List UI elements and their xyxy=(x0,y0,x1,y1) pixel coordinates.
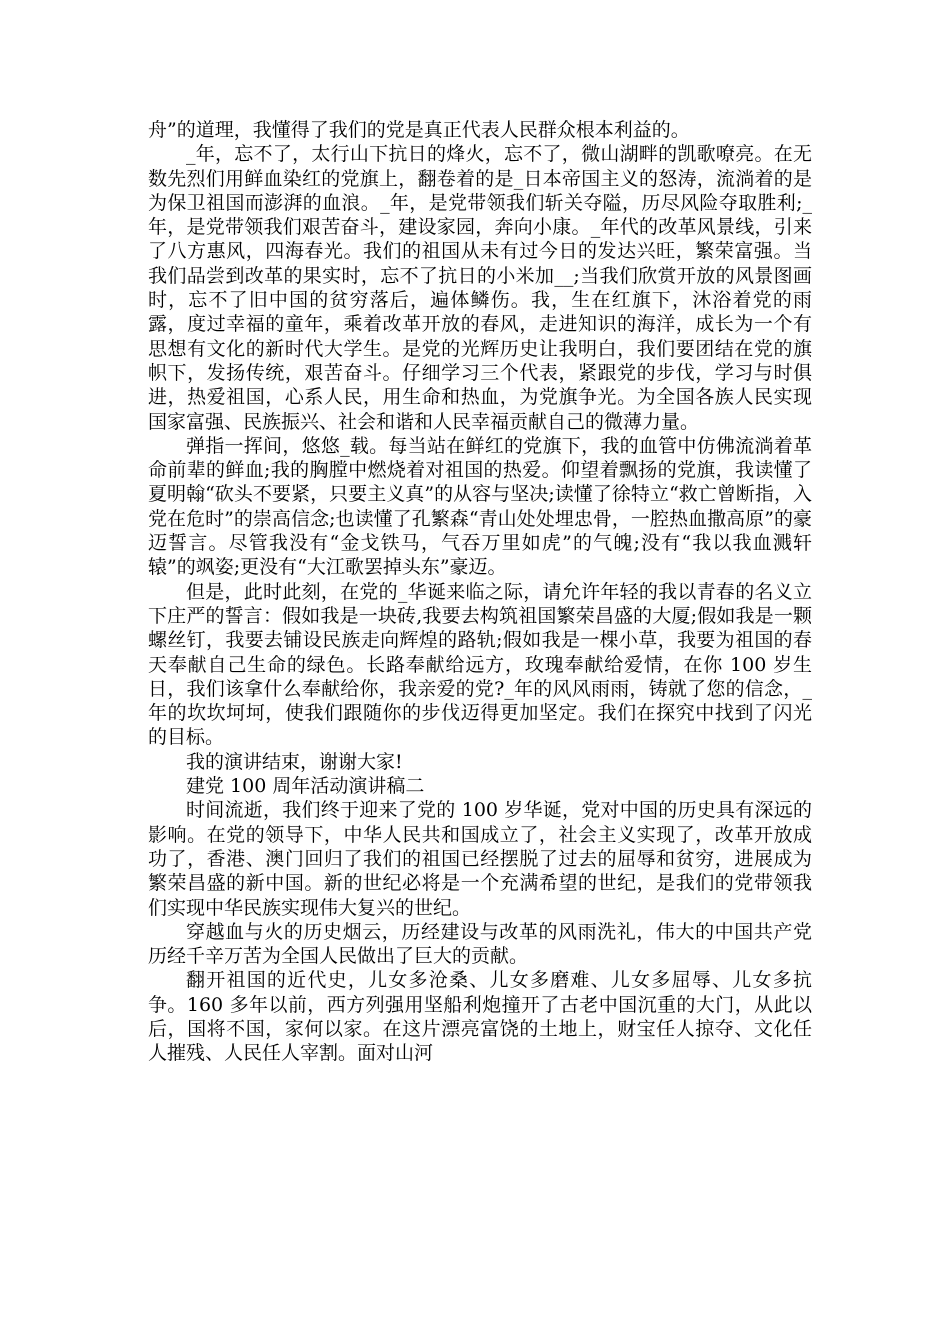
paragraph-history: _年，忘不了，太行山下抗日的烽火，忘不了，微山湖畔的凯歌嘹亮。在无数先烈们用鲜血染红的党旗上，翻卷着的是_日本帝国主义的怒涛，流淌着的是为保卫祖国而澎湃的血浪。_年，是党带领我们斩关夺隘，历尽风险夺取胜利;_年，是党带领我们艰苦奋斗，建设家园，奔向小康。_年代的改革风景线，引来了八方惠风，四海春光。我们的祖国从未有过今日的发达兴旺，繁荣富强。当我们品尝到改革的果实时，忘不了抗日的小米加__;当我们欣赏开放的风景图画时，忘不了旧中国的贫穷落后，遍体鳞伤。我，生在红旗下，沐浴着党的雨露，度过幸福的童年，乘着改革开放的春风，走进知识的海洋，成长为一个有思想有文化的新时代大学生。是党的光辉历史让我明白，我们要团结在党的旗帜下，发扬传统，艰苦奋斗。仔细学习三个代表，紧跟党的步伐，学习与时俱进，热爱祖国，心系人民，用生命和热血，为党旗争光。为全国各族人民实现国家富强、民族振兴、社会和谐和人民幸福贡献自己的微薄力量。 xyxy=(148,143,812,433)
document-body xyxy=(148,118,812,1066)
paragraph-modern-history: 翻开祖国的近代史，儿女多沧桑、儿女多磨难、儿女多屈辱、儿女多抗争。160 多年以前，西方列强用坚船利炮撞开了古老中国沉重的大门，从此以后，国将不国，家何以家。在这片漂亮富饶的土地上，财宝任人掠夺、文化任人摧残、人民任人宰割。面对山河 xyxy=(148,969,812,1065)
paragraph-flag: 弹指一挥间，悠悠_载。每当站在鲜红的党旗下，我的血管中仿佛流淌着革命前辈的鲜血;我的胸膛中燃烧着对祖国的热爱。仰望着飘扬的党旗，我读懂了夏明翰“砍头不要紧，只要主义真”的从容与坚决;读懂了徐特立“救亡曾断指，入党在危时”的崇高信念;也读懂了孔繁森“青山处处埋忠骨，一腔热血撒高原”的豪迈誓言。尽管我没有“金戈铁马，气吞万里如虎”的气魄;没有“我以我血溅轩辕”的飒姿;更没有“大江歌罢掉头东”豪迈。 xyxy=(148,434,812,579)
paragraph-trials: 穿越血与火的历史烟云，历经建设与改革的风雨洗礼，伟大的中国共产党历经千辛万苦为全国人民做出了巨大的贡献。 xyxy=(148,920,812,968)
paragraph-vow: 但是，此时此刻，在党的_华诞来临之际，请允许年轻的我以青春的名义立下庄严的誓言：假如我是一块砖,我要去构筑祖国繁荣昌盛的大厦;假如我是一颗螺丝钉，我要去铺设民族走向辉煌的路轨;假如我是一棵小草，我要为祖国的春天奉献自己生命的绿色。长路奉献给远方，玫瑰奉献给爱情，在你 100 岁生日，我们该拿什么奉献给你，我亲爱的党?_年的风风雨雨，铸就了您的信念，_年的坎坎坷坷，使我们跟随你的步伐迈得更加坚定。我们在探究中找到了闪光的目标。 xyxy=(148,580,812,749)
section-heading: 建党 100 周年活动演讲稿二 xyxy=(186,775,425,798)
paragraph-anniversary: 时间流逝，我们终于迎来了党的 100 岁华诞，党对中国的历史具有深远的影响。在党的领导下，中华人民共和国成立了，社会主义实现了，改革开放成功了，香港、澳门回归了我们的祖国已经摆脱了过去的屈辱和贫穷，进展成为繁荣昌盛的新中国。新的世纪必将是一个充满希望的世纪，是我们的党带领我们实现中华民族实现伟大复兴的世纪。 xyxy=(148,799,812,919)
paragraph-continuation: 舟”的道理，我懂得了我们的党是真正代表人民群众根本利益的。 xyxy=(148,119,690,141)
paragraph-closing: 我的演讲结束，谢谢大家! xyxy=(186,750,403,773)
